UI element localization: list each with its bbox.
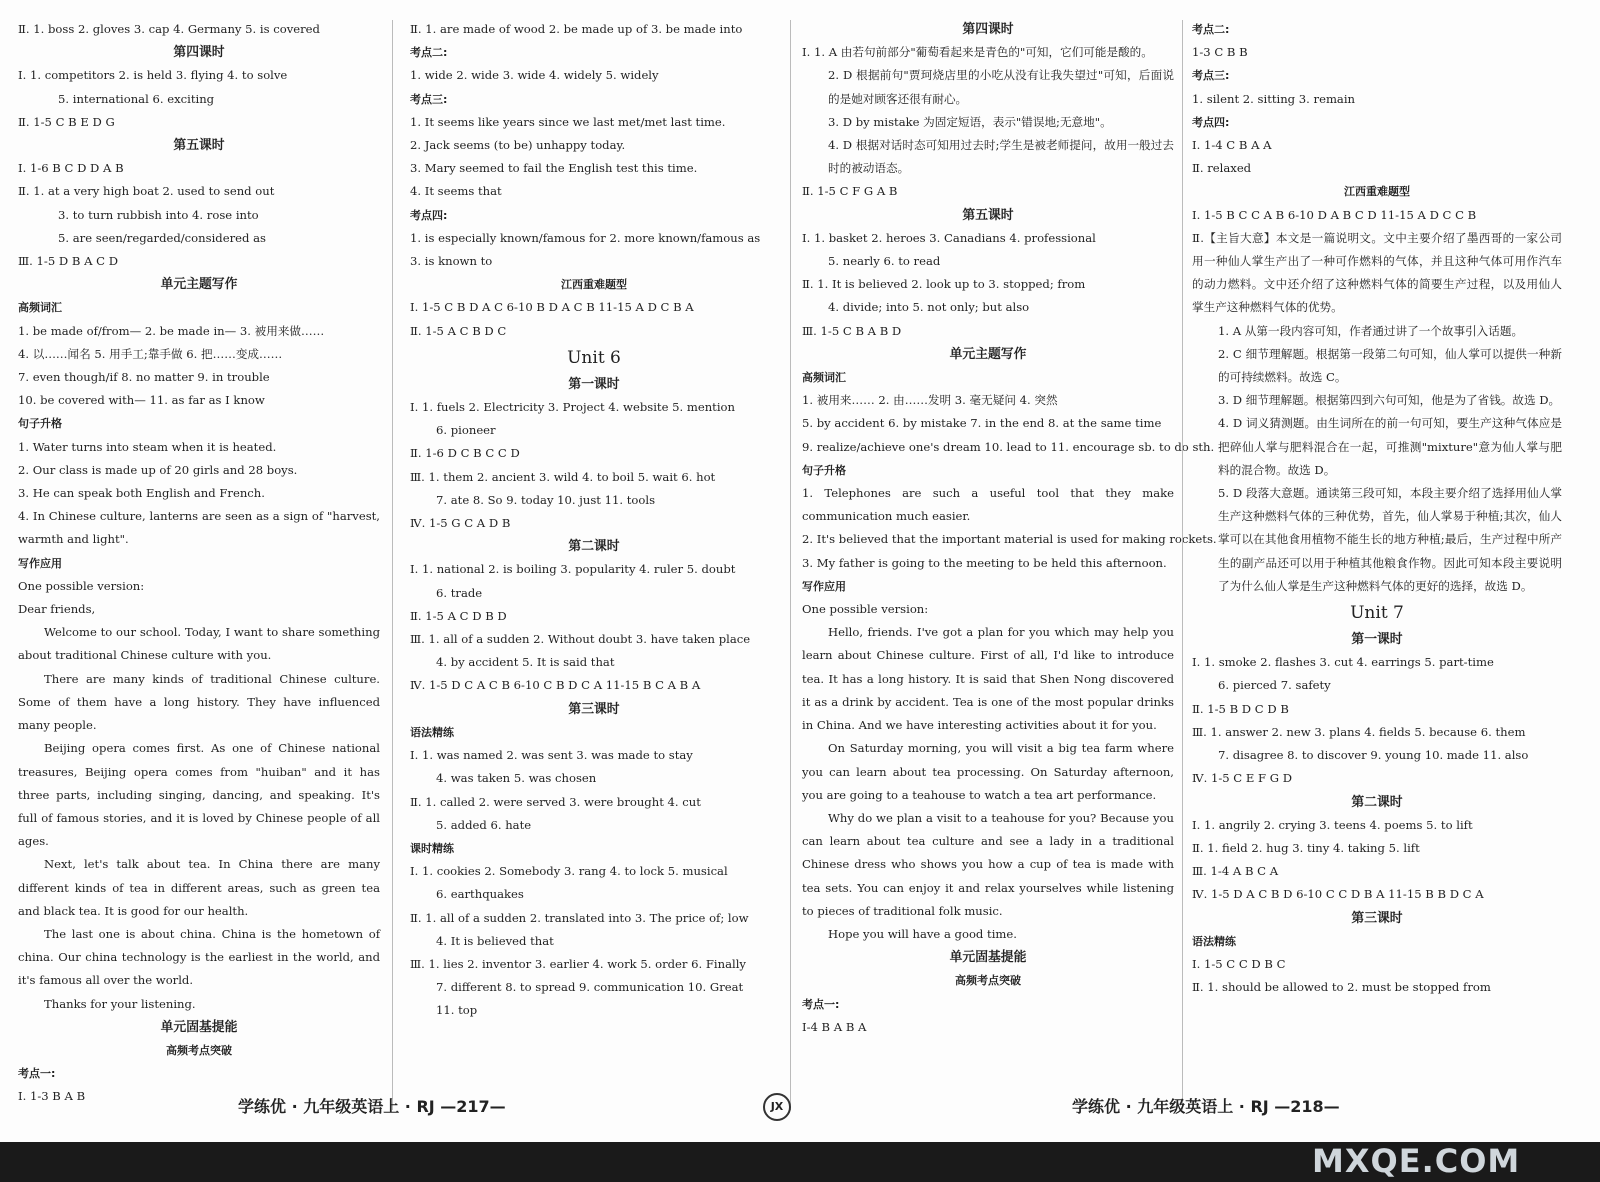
answer-line: Beijing opera comes first. As one of Chinese national treasures, Beijing opera comes from "huiban" and it has three parts, including singing, dancing, and speaking. It's full of famous stories, and it is loved by Chinese people of all ages.	[18, 741, 380, 849]
answer-line: 1. 被用来…… 2. 由……发明 3. 毫无疑问 4. 突然	[802, 393, 1058, 408]
answer-line: Dear friends,	[18, 602, 96, 617]
column-2	[410, 18, 778, 1023]
answer-line: 第四课时	[173, 45, 225, 61]
answer-line: 7. even though/if 8. no matter 9. in trouble	[18, 370, 270, 385]
answer-line: Ⅰ. 1. angrily 2. crying 3. teens 4. poems 5. to lift	[1192, 817, 1473, 832]
answer-line: 1. be made of/from— 2. be made in— 3. 被用来做……	[18, 323, 325, 338]
answer-line: 2. Jack seems (to be) unhappy today.	[410, 138, 626, 153]
answer-line: 考点三:	[410, 92, 448, 106]
answer-line: 第四课时	[962, 22, 1014, 37]
answer-line: Ⅱ. 1. called 2. were served 3. were brought 4. cut	[410, 794, 701, 809]
answer-line: 第五课时	[173, 138, 225, 154]
answer-line: Ⅰ. 1-6 B C D D A B	[18, 161, 124, 176]
answer-line: 3. is known to	[410, 254, 493, 269]
footer-left: 学练优 · 九年级英语上 · RJ —217—	[238, 1097, 506, 1116]
answer-line: 高频词汇	[18, 301, 62, 315]
answer-line: 7. disagree 8. to discover 9. young 10. made 11. also	[1218, 748, 1529, 763]
answer-line: There are many kinds of traditional Chinese culture. Some of them have a long history. They have influenced many people.	[18, 671, 380, 733]
answer-line: 考点四:	[1192, 115, 1230, 129]
answer-line: 2. C 细节理解题。根据第一段第二句可知，仙人掌可以提供一种新的可持续燃料。故选 C。	[1218, 346, 1562, 385]
answer-line: 第一课时	[568, 376, 620, 392]
answer-line: Ⅰ. 1. national 2. is boiling 3. popularity 4. ruler 5. doubt	[410, 562, 736, 577]
answer-line: Ⅰ. 1. was named 2. was sent 3. was made to stay	[410, 748, 693, 763]
answer-line: 1. A 从第一段内容可知，作者通过讲了一个故事引入话题。	[1218, 323, 1524, 338]
answer-line: Ⅲ. 1. lies 2. inventor 3. earlier 4. work 5. order 6. Finally	[410, 956, 746, 971]
answer-line: 5. nearly 6. to read	[828, 254, 941, 269]
answer-line: 4. It is believed that	[436, 933, 554, 948]
answer-line: 7. ate 8. So 9. today 10. just 11. tools	[436, 492, 656, 507]
answer-line: Ⅱ. 1. boss 2. gloves 3. cap 4. Germany 5. is covered	[18, 22, 320, 36]
answer-line: 9. realize/achieve one's dream 10. lead to 11. encourage sb. to do sth.	[802, 439, 1215, 454]
answer-line: 第三课时	[568, 701, 620, 717]
answer-line: Ⅰ. 1-4 C B A A	[1192, 138, 1272, 153]
answer-line: 5. D 段落大意题。通读第三段可知，本段主要介绍了选择用仙人掌生产这种燃料气体的三种优势，首先，仙人掌易于种植;其次，仙人掌可以在其他食用植物不能生长的地方种植;最后，生产过程中所产生的副产品还可以用于种植其他粮食作物。因此可知本段主要说明了为什么仙人掌是生产这种燃料气体的更好的选择，故选 D。	[1218, 486, 1562, 593]
jx-badge: JX	[763, 1093, 791, 1121]
answer-line: Ⅰ. 1-5 B C C A B 6-10 D A B C D 11-15 A D C C B	[1192, 207, 1477, 222]
answer-line: 1. is especially known/famous for 2. more known/famous as	[410, 230, 761, 245]
answer-line: 句子升格	[802, 463, 846, 477]
answer-line: Ⅱ. 1-5 B D C D B	[1192, 701, 1289, 716]
answer-line: 4. was taken 5. was chosen	[436, 771, 597, 786]
answer-line: Unit 6	[567, 347, 621, 368]
answer-line: The last one is about china. China is the hometown of china. Our china technology is the earliest in the world, and it's famous all over the world.	[18, 926, 380, 988]
answer-line: Ⅰ. 1-5 C B D A C 6-10 B D A C B 11-15 A D C B A	[410, 300, 694, 315]
answer-line: 单元固基提能	[949, 950, 1027, 966]
answer-line: 高频考点突破	[955, 974, 1021, 988]
column-1	[18, 18, 380, 1109]
answer-line: 1. It seems like years since we last met/met last time.	[410, 114, 726, 129]
answer-line: Ⅰ. 1. competitors 2. is held 3. flying 4. to solve	[18, 68, 288, 83]
answer-line: 1. Water turns into steam when it is heated.	[18, 439, 277, 454]
answer-line: Ⅳ. 1-5 C E F G D	[1192, 771, 1292, 786]
answer-line: 5. are seen/regarded/considered as	[58, 230, 266, 245]
answer-line: 5. international 6. exciting	[58, 91, 215, 106]
answer-line: 高频考点突破	[166, 1043, 232, 1057]
answer-line: Ⅰ-4 B A B A	[802, 1019, 867, 1034]
answer-line: 3. D by mistake 为固定短语，表示"错误地;无意地"。	[828, 114, 1112, 129]
answer-line: Ⅱ. 1-5 A C B D C	[410, 323, 507, 338]
answer-line: Ⅰ. 1-5 C C D B C	[1192, 956, 1286, 971]
answer-line: Ⅰ. 1. fuels 2. Electricity 3. Project 4. website 5. mention	[410, 400, 735, 415]
column-divider	[1182, 20, 1183, 1110]
page-gutter	[790, 20, 791, 1110]
answer-line: Ⅱ. relaxed	[1192, 161, 1252, 176]
answer-line: 考点二:	[410, 46, 448, 60]
answer-line: Ⅱ. 1-5 C F G A B	[802, 184, 898, 199]
answer-line: 3. My father is going to the meeting to be held this afternoon.	[802, 555, 1167, 570]
answer-line: 4. 以……闻名 5. 用手工;靠手做 6. 把……变成……	[18, 346, 283, 361]
answer-line: 10. be covered with— 11. as far as I know	[18, 393, 265, 408]
answer-line: 课时精练	[410, 841, 454, 855]
answer-line: 第五课时	[962, 207, 1014, 223]
answer-line: Ⅲ. 1-5 C B A B D	[802, 323, 902, 338]
answer-line: Ⅰ. 1-3 B A B	[18, 1089, 86, 1104]
answer-line: 5. by accident 6. by mistake 7. in the end 8. at the same time	[802, 416, 1162, 431]
answer-line: 第三课时	[1351, 910, 1403, 926]
answer-line: On Saturday morning, you will visit a big tea farm where you can learn about tea processing. On Saturday afternoon, you are going to a teahouse to watch a tea art performance.	[802, 741, 1174, 802]
answer-line: 4. by accident 5. It is said that	[436, 655, 615, 670]
answer-line: 2. It's believed that the important material is used for making rockets.	[802, 532, 1217, 547]
footer-right: 学练优 · 九年级英语上 · RJ —218—	[1072, 1097, 1340, 1116]
answer-line: 考点二:	[1192, 23, 1230, 36]
answer-line: 1. silent 2. sitting 3. remain	[1192, 91, 1356, 106]
answer-line: Ⅲ. 1-5 D B A C D	[18, 254, 119, 269]
answer-line: 单元主题写作	[949, 346, 1027, 362]
answer-line: Ⅱ. 1-5 C B E D G	[18, 114, 115, 129]
answer-line: One possible version:	[18, 578, 145, 593]
answer-line: 6. trade	[436, 585, 483, 600]
answer-line: Hello, friends. I've got a plan for you which may help you learn about Chinese culture. First of all, I'd like to introduce tea. It has a long history. It is said that Shen Nong discovered it as a drink by accident. Tea is one of the most popular drinks in China. And we have interesting activities about it for you.	[802, 625, 1174, 733]
answer-line: Ⅳ. 1-5 D A C B D 6-10 C C D B A 11-15 B B D C A	[1192, 887, 1484, 902]
answer-line: Ⅱ. 1. all of a sudden 2. translated into 3. The price of; low	[410, 910, 749, 925]
answer-line: 4. It seems that	[410, 184, 502, 199]
answer-line: 7. different 8. to spread 9. communication 10. Great	[436, 980, 744, 995]
answer-line: Ⅱ. 1. at a very high boat 2. used to send out	[18, 184, 275, 199]
answer-line: 4. D 词义猜测题。由生词所在的前一句可知，要生产这种气体应是把碎仙人掌与肥料混合在一起，可推测"mixture"意为仙人掌与肥料的混合物。故选 D。	[1218, 416, 1562, 477]
answer-line: Ⅲ. 1. them 2. ancient 3. wild 4. to boil 5. wait 6. hot	[410, 469, 716, 484]
answer-line: 高频词汇	[802, 371, 846, 385]
answer-line: 江西重难题型	[561, 278, 627, 292]
answer-line: 3. to turn rubbish into 4. rose into	[58, 207, 259, 222]
answer-line: 1-3 C B B	[1192, 45, 1248, 60]
answer-line: 第二课时	[568, 539, 620, 555]
answer-line: 考点一:	[802, 997, 840, 1011]
answer-line: Ⅱ. 1. should be allowed to 2. must be stopped from	[1192, 980, 1491, 995]
answer-line: 1. wide 2. wide 3. wide 4. widely 5. widely	[410, 68, 659, 83]
answer-line: 考点四:	[410, 208, 448, 222]
answer-line: Next, let's talk about tea. In China there are many different kinds of tea in different areas, such as green tea and black tea. It is good for our health.	[18, 857, 380, 918]
answer-line: Thanks for your listening.	[44, 996, 196, 1011]
answer-line: Welcome to our school. Today, I want to share something about traditional Chinese culture with you.	[18, 625, 380, 663]
answer-line: 单元固基提能	[160, 1019, 238, 1035]
answer-line: 写作应用	[802, 579, 846, 593]
answer-line: Ⅰ. 1. A 由若句前部分"葡萄看起来是青色的"可知，它们可能是酸的。	[802, 45, 1153, 60]
answer-line: Ⅱ. 1-5 A C D B D	[410, 608, 507, 623]
answer-line: Ⅲ. 1. answer 2. new 3. plans 4. fields 5. because 6. them	[1192, 724, 1526, 739]
answer-line: 江西重难题型	[1344, 185, 1410, 199]
answer-line: 句子升格	[18, 417, 62, 431]
answer-line: Unit 7	[1350, 603, 1404, 624]
answer-line: Ⅲ. 1. all of a sudden 2. Without doubt 3. have taken place	[410, 632, 751, 647]
answer-line: 2. D 根据前句"贾珂烧店里的小吃从没有让我失望过"可知，后面说的是她对顾客还很有耐心。	[828, 68, 1174, 106]
answer-line: 2. Our class is made up of 20 girls and 28 boys.	[18, 462, 298, 477]
answer-line: 6. pioneer	[436, 423, 496, 438]
answer-line: 第二课时	[1351, 794, 1403, 810]
answer-line: 4. divide; into 5. not only; but also	[828, 300, 1030, 315]
answer-line: 第一课时	[1351, 632, 1403, 648]
answer-line: 3. D 细节理解题。根据第四到六句可知，他是为了省钱。故选 D。	[1218, 393, 1561, 408]
answer-line: Ⅲ. 1-4 A B C A	[1192, 864, 1279, 879]
answer-line: 1. Telephones are such a useful tool that they make communication much easier.	[802, 486, 1174, 524]
column-4	[1192, 18, 1562, 999]
answer-line: Ⅰ. 1. smoke 2. flashes 3. cut 4. earrings 5. part-time	[1192, 655, 1494, 670]
answer-line: 6. pierced 7. safety	[1218, 678, 1331, 693]
answer-line: 6. earthquakes	[436, 887, 524, 902]
answer-line: 写作应用	[18, 556, 62, 570]
answer-line: Ⅱ. 1. It is believed 2. look up to 3. stopped; from	[802, 277, 1086, 292]
watermark-logo: MXQE.COM	[1312, 1142, 1521, 1180]
answer-line: 单元主题写作	[160, 277, 238, 293]
answer-line: Ⅳ. 1-5 D C A C B 6-10 C B D C A 11-15 B C A B A	[410, 678, 701, 693]
answer-line: 考点一:	[18, 1067, 56, 1081]
answer-line: 4. D 根据对话时态可知用过去时;学生是被老师提问，故用一般过去时的被动语态。	[828, 138, 1174, 176]
answer-line: One possible version:	[802, 602, 929, 617]
answer-line: Ⅰ. 1. cookies 2. Somebody 3. rang 4. to lock 5. musical	[410, 864, 728, 879]
answer-line: Ⅱ. 1. field 2. hug 3. tiny 4. taking 5. lift	[1192, 840, 1420, 855]
answer-line: 语法精练	[1192, 934, 1236, 948]
answer-line: Ⅰ. 1. basket 2. heroes 3. Canadians 4. professional	[802, 230, 1096, 245]
answer-line: 3. He can speak both English and French.	[18, 486, 265, 501]
answer-line: Ⅳ. 1-5 G C A D B	[410, 516, 511, 531]
column-divider	[392, 20, 393, 1110]
answer-line: Why do we plan a visit to a teahouse for you? Because you can learn about tea culture and see a lady in a traditional Chinese dress who shows you how a cup of tea is made with tea sets. You can enjoy it and relax yourselves while listening to pieces of traditional folk music.	[802, 810, 1174, 918]
answer-line: Hope you will have a good time.	[828, 926, 1017, 941]
answer-line: 4. In Chinese culture, lanterns are seen as a sign of "harvest, warmth and light".	[18, 509, 380, 547]
answer-line: 语法精练	[410, 725, 454, 739]
answer-line: 5. added 6. hate	[436, 817, 532, 832]
answer-line: 3. Mary seemed to fail the English test this time.	[410, 161, 698, 176]
answer-line: 11. top	[436, 1003, 478, 1018]
answer-line: Ⅱ. 1-6 D C B C C D	[410, 446, 520, 461]
answer-line: 考点三:	[1192, 69, 1230, 83]
answer-line: Ⅱ. 1. are made of wood 2. be made up of 3. be made into	[410, 22, 743, 36]
answer-line: Ⅱ.【主旨大意】本文是一篇说明文。文中主要介绍了墨西哥的一家公司用一种仙人掌生产出了一种可作燃料的气体，并且这种气体可用作汽车的动力燃料。文中还介绍了这种燃料气体的简要生产过程，以及用仙人掌生产这种燃料气体的优势。	[1192, 230, 1562, 315]
